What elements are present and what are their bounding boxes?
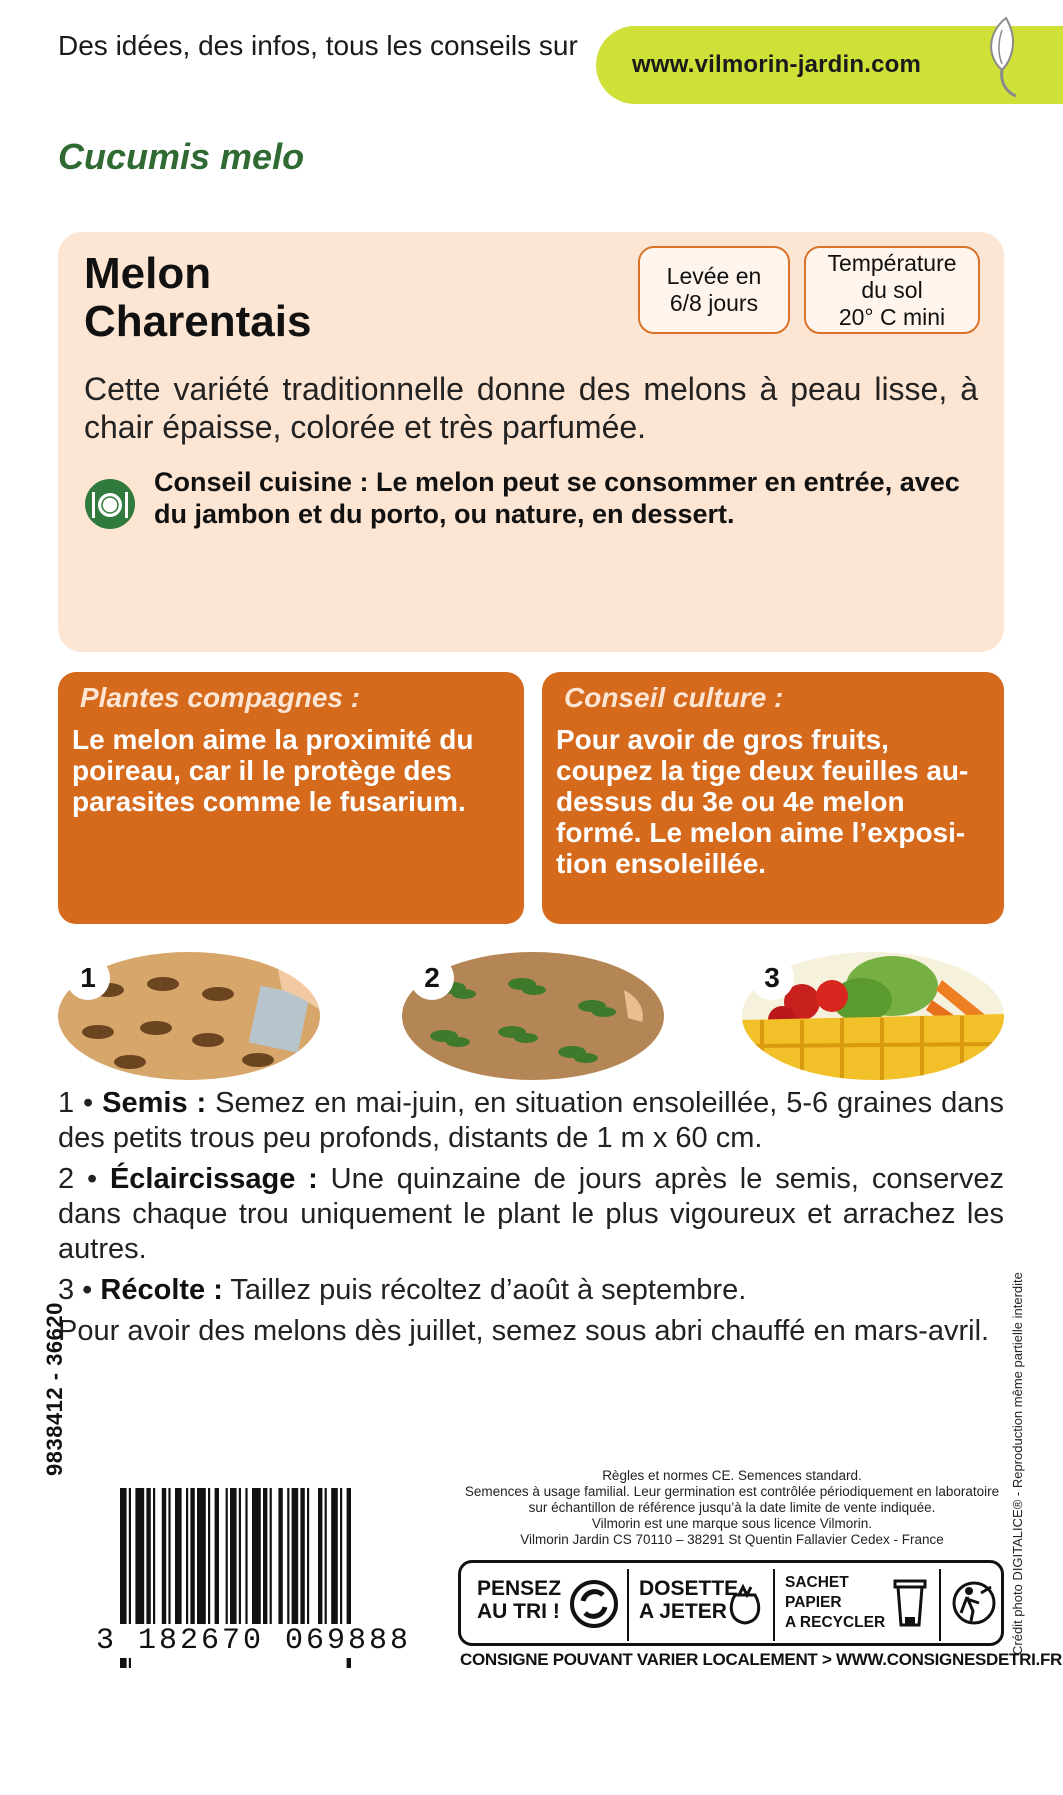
product-code: 9838412 - 36620 (42, 1302, 67, 1476)
legal-line: Vilmorin est une marque sous licence Vilmorin. (591, 1516, 873, 1531)
step-number: 1 (66, 956, 110, 1000)
plate-cutlery-icon (84, 478, 136, 530)
photo-credit: Crédit photo DIGITALICE® - Reproduction même partielle interdite (1010, 1272, 1025, 1655)
barcode-bar (239, 1488, 241, 1638)
trash-bag-icon (727, 1581, 763, 1627)
barcode-bar (226, 1488, 228, 1638)
temperature-line: du sol (861, 276, 923, 303)
sowing-illustration (58, 950, 320, 1080)
culture-tip-title: Conseil culture : (564, 682, 784, 713)
header-intro: Des idées, des infos, tous les conseils sur (58, 30, 578, 61)
barcode-bar (263, 1488, 267, 1638)
pensez-au-tri-text: PENSEZ AU TRI ! (477, 1577, 562, 1623)
culture-tip-text: Pour avoir de gros fruits, coupez la tige deux feuilles au-dessus du 3e ou 4e melon formé. Le melon aime l’exposition ensoleillée. (556, 724, 969, 879)
barcode-bar (197, 1488, 206, 1638)
recycling-info-box (458, 1560, 1004, 1646)
barcode-bar (292, 1488, 299, 1638)
step-1: 1 • Semis : Semez en mai-juin, en situation ensoleillée, 5-6 graines dans des petits trous peu profonds, distants de 1 m x 60 cm. (58, 1087, 1004, 1154)
companion-plants-text: Le melon aime la proximité du poireau, car il le protège des parasites comme le fusarium. (72, 724, 474, 817)
barcode-bar (215, 1488, 219, 1638)
step-label: Récolte : (100, 1274, 223, 1306)
barcode-bar (270, 1488, 272, 1638)
barcode-bar (146, 1488, 150, 1638)
harvest-illustration (742, 950, 1004, 1080)
extra-tip: Pour avoir des melons dès juillet, semez sous abri chauffé en mars-avril. (58, 1315, 990, 1347)
vilmorin-leaf-logo (980, 12, 1032, 102)
barcode-bar (162, 1488, 166, 1638)
dosette-text: DOSETTE A JETER (639, 1577, 739, 1623)
separator (939, 1569, 941, 1641)
barcode-bar (325, 1488, 327, 1638)
legal-line: Semences à usage familial. Leur germination est contrôlée périodiquement en laboratoire sur échantillon de référence jusqu’à la date limite de vente indiquée. (464, 1484, 1000, 1515)
step-number: 3 (750, 956, 794, 1000)
barcode-bar (190, 1488, 194, 1638)
barcode-bar (245, 1488, 247, 1638)
latin-name: Cucumis melo (58, 136, 305, 177)
barcode-bar (175, 1488, 182, 1638)
step-label: Semis : (102, 1087, 207, 1119)
germination-line: 6/8 jours (669, 290, 759, 316)
barcode-bar (230, 1488, 237, 1638)
recycling-bin-icon (891, 1575, 929, 1631)
barcode-bar (340, 1488, 342, 1638)
companion-plants-box (58, 672, 524, 924)
thinning-illustration (402, 950, 664, 1080)
cuisine-tip: Conseil cuisine : Le melon peut se consommer en entrée, avec du jambon et du porto, ou nature, en dessert. (154, 467, 960, 529)
temperature-line: 20° C mini (838, 303, 946, 330)
germination-line: Levée en (666, 263, 762, 289)
legal-notice (456, 1468, 1008, 1548)
barcode-bar (278, 1488, 282, 1638)
barcode-number: 3 182670 069888 (96, 1624, 412, 1658)
barcode-bar (208, 1488, 210, 1638)
temperature-badge (804, 246, 980, 334)
legal-line: Règles et normes CE. Semences standard. (602, 1468, 862, 1483)
barcode-bar (252, 1488, 261, 1638)
barcode-bar (331, 1488, 338, 1638)
barcode-bar (153, 1488, 155, 1638)
title-line-1: Melon (84, 249, 212, 298)
step-3: 3 • Récolte : Taillez puis récoltez d’août à septembre. (58, 1274, 747, 1306)
barcode-bar (168, 1488, 170, 1638)
barcode-bar (300, 1488, 304, 1638)
separator (627, 1569, 629, 1641)
website-url[interactable]: www.vilmorin-jardin.com (632, 51, 922, 78)
separator (773, 1569, 775, 1641)
recycle-arrows-icon (569, 1579, 619, 1629)
sachet-text: SACHET PAPIER A RECYCLER (785, 1574, 886, 1631)
product-description: Cette variété traditionnelle donne des melons à peau lisse, à chair épaisse, colorée et très parfumée. (84, 371, 978, 445)
step-2: 2 • Éclaircissage : Une quinzaine de jours après le semis, conservez dans chaque trou uniquement le plant le plus vigoureux et arrachez les autres. (58, 1163, 1004, 1265)
recycling-consigne-link[interactable]: CONSIGNE POUVANT VARIER LOCALEMENT > WWW.CONSIGNESDETRI.FR (460, 1650, 1063, 1669)
barcode-bar (287, 1488, 289, 1638)
triman-logo-icon (951, 1577, 997, 1631)
culture-tip-box (542, 672, 1004, 924)
step-label: Éclaircissage : (109, 1163, 318, 1195)
barcode-bar (186, 1488, 188, 1638)
legal-line: Vilmorin Jardin CS 70110 – 38291 St Quentin Fallavier Cedex - France (520, 1532, 944, 1547)
germination-badge (638, 246, 790, 334)
barcode-bar (318, 1488, 322, 1638)
steps-instructions (58, 1086, 1004, 1355)
product-title (84, 250, 311, 346)
title-line-2: Charentais (84, 297, 312, 346)
companion-plants-title: Plantes compagnes : (80, 682, 361, 713)
barcode-bar (307, 1488, 309, 1638)
barcode-bar (135, 1488, 144, 1638)
temperature-line: Température (827, 249, 957, 276)
step-number: 2 (410, 956, 454, 1000)
